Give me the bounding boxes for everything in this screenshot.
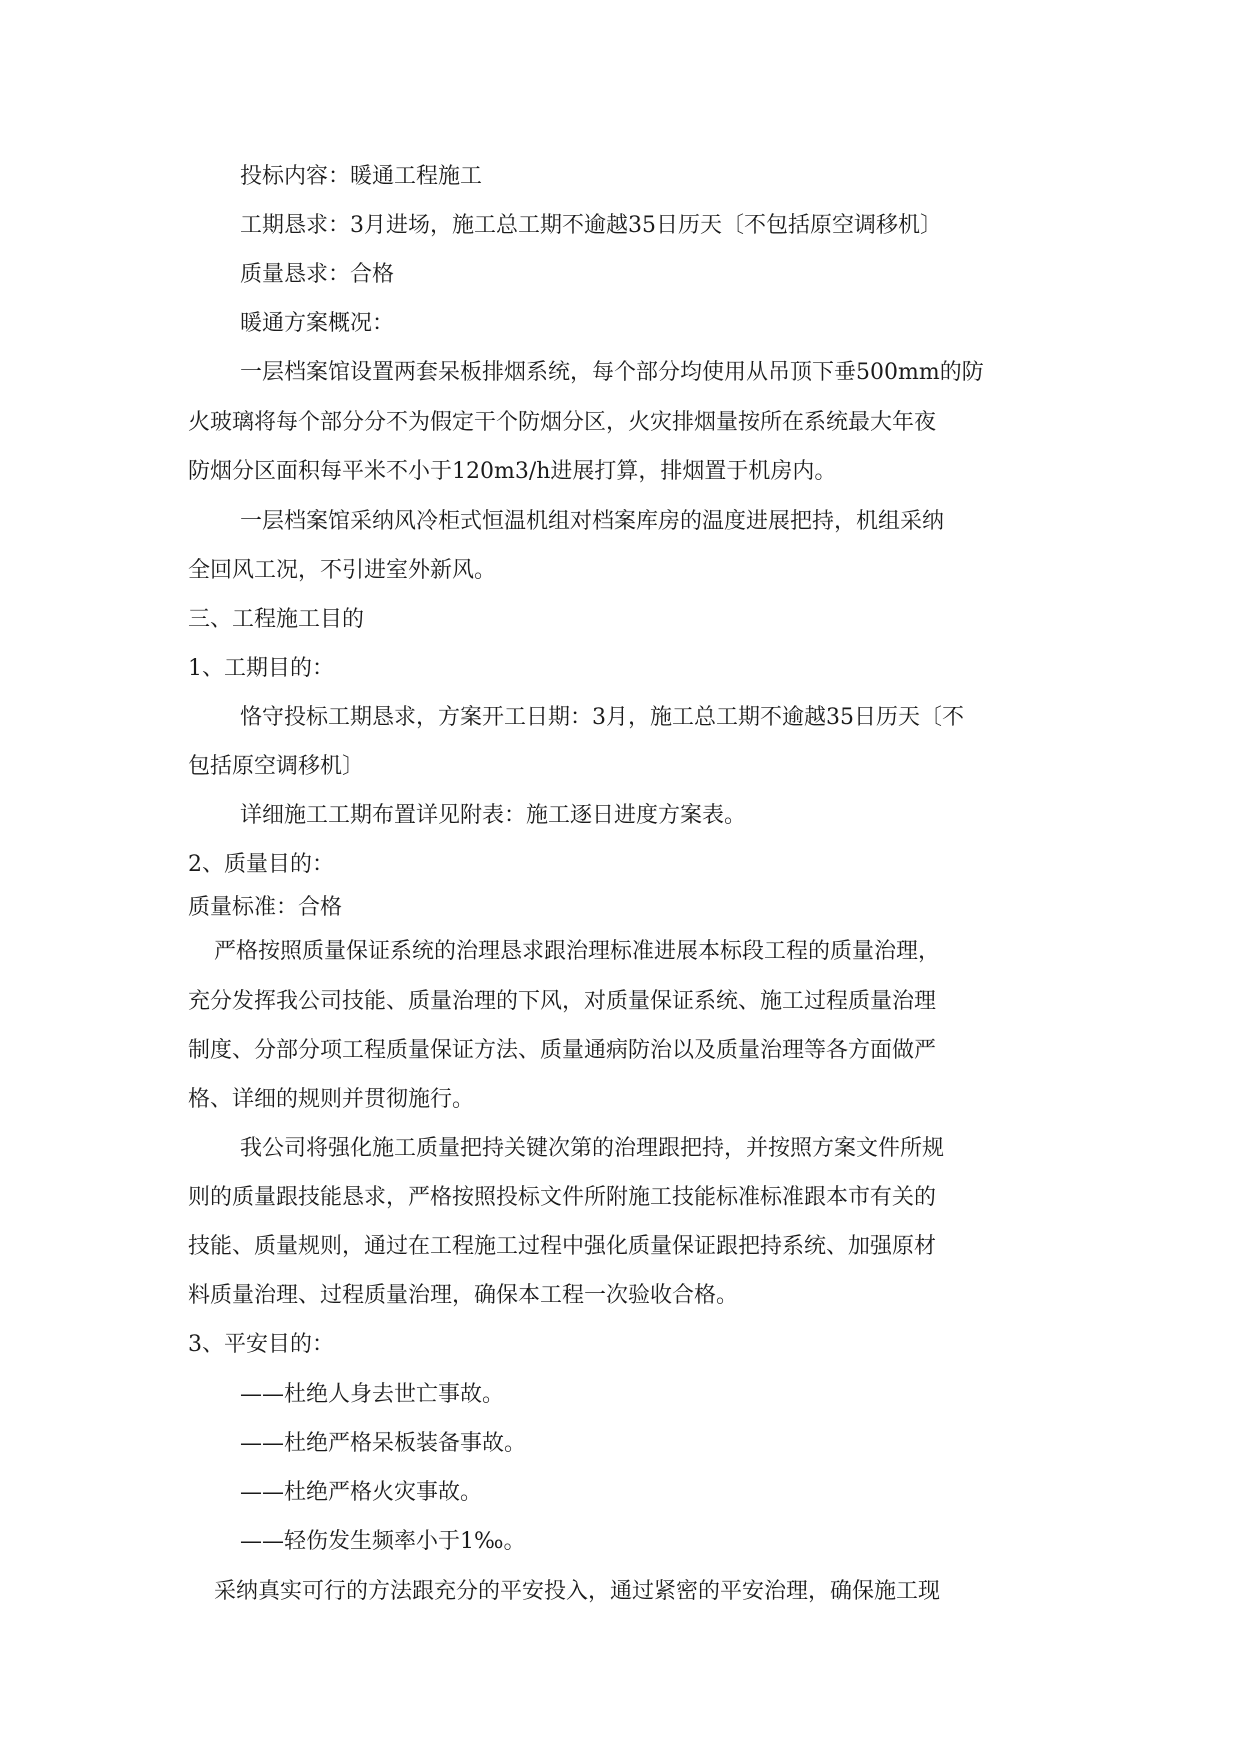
paragraph-line: 采纳真实可行的方法跟充分的平安投入，通过紧密的平安治理，确保施工现 [214, 1579, 941, 1604]
subsection-heading-quality: 2、质量目的： [188, 852, 334, 877]
paragraph-line: 我公司将强化施工质量把持关键次第的治理跟把持，并按照方案文件所规 [240, 1136, 945, 1161]
subsection-heading-safety: 3、平安目的： [188, 1332, 334, 1357]
safety-target-item: ——杜绝严格火灾事故。 [240, 1480, 483, 1505]
quality-standard-line: 质量标准：合格 [188, 895, 343, 920]
paragraph-line: 恪守投标工期恳求，方案开工日期：3月，施工总工期不逾越35日历天〔不 [240, 705, 964, 730]
safety-target-item: ——轻伤发生频率小于1‰。 [240, 1529, 526, 1554]
quality-requirement-line: 质量恳求：合格 [240, 262, 395, 287]
section-heading: 三、工程施工目的 [188, 607, 365, 632]
paragraph-line: 防烟分区面积每平米不小于120m3/h进展打算，排烟置于机房内。 [188, 459, 837, 484]
paragraph-line: 则的质量跟技能恳求，严格按照投标文件所附施工技能标准标准跟本市有关的 [188, 1185, 937, 1210]
paragraph-line: 严格按照质量保证系统的治理恳求跟治理标准进展本标段工程的质量治理， [214, 939, 941, 964]
paragraph-line: 技能、质量规则，通过在工程施工过程中强化质量保证跟把持系统、加强原材 [188, 1234, 937, 1259]
paragraph-line: 火玻璃将每个部分分不为假定干个防烟分区，火灾排烟量按所在系统最大年夜 [188, 410, 937, 435]
hvac-overview-heading: 暖通方案概况： [240, 311, 395, 336]
paragraph-line: 制度、分部分项工程质量保证方法、质量通病防治以及质量治理等各方面做严 [188, 1038, 937, 1063]
paragraph-line: 一层档案馆采纳风冷柜式恒温机组对档案库房的温度进展把持，机组采纳 [240, 509, 945, 534]
paragraph-line: 充分发挥我公司技能、质量治理的下风，对质量保证系统、施工过程质量治理 [188, 989, 937, 1014]
paragraph-line: 全回风工况，不引进室外新风。 [188, 558, 497, 583]
schedule-requirement-line: 工期恳求：3月进场，施工总工期不逾越35日历天〔不包括原空调移机〕 [240, 213, 942, 238]
safety-target-item: ——杜绝严格呆板装备事故。 [240, 1431, 527, 1456]
paragraph-line: 格、详细的规则并贯彻施行。 [188, 1087, 475, 1112]
subsection-heading-schedule: 1、工期目的： [188, 656, 334, 681]
paragraph-line: 一层档案馆设置两套呆板排烟系统，每个部分均使用从吊顶下垂500mm的防 [240, 360, 984, 385]
paragraph-line: 详细施工工期布置详见附表：施工逐日进度方案表。 [240, 803, 747, 828]
paragraph-line: 包括原空调移机〕 [188, 754, 365, 779]
paragraph-line: 料质量治理、过程质量治理，确保本工程一次验收合格。 [188, 1283, 739, 1308]
safety-target-item: ——杜绝人身去世亡事故。 [240, 1382, 505, 1407]
bid-content-line: 投标内容：暖通工程施工 [240, 164, 483, 189]
